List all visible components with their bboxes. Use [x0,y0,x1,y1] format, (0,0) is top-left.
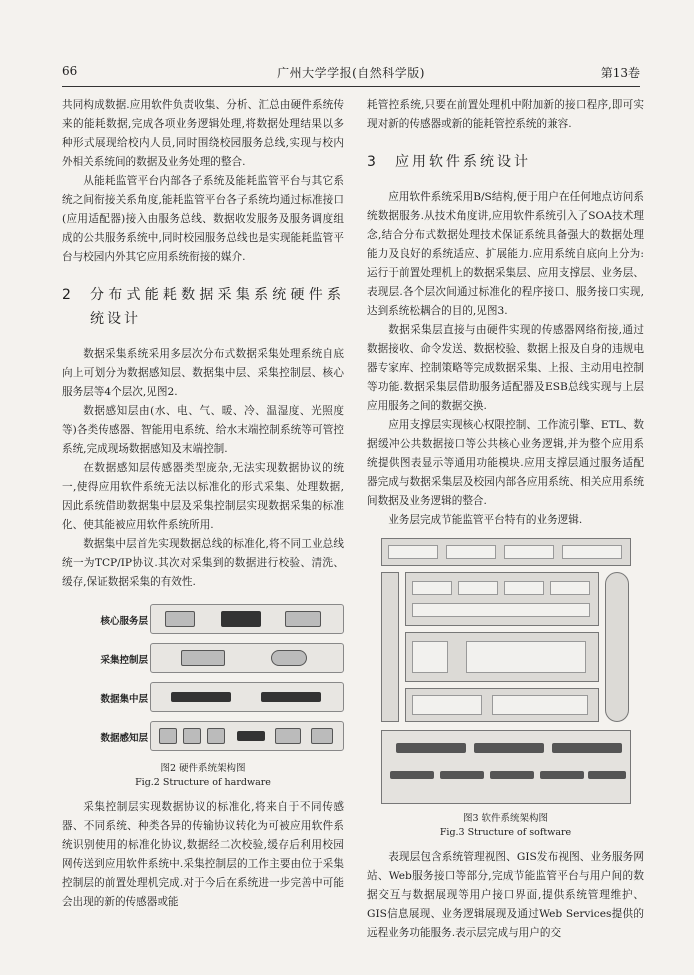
paragraph: 从能耗监管平台内部各子系统及能耗监管平台与其它系统之间衔接关系角度,能耗监管平台各子系统均通过标准接口(应用适配器)接入由服务总线、数据收发服务及服务调度组成的公共服务系统中,同时校园服务总线也是实现能耗监管平台与校园内外其它应用系统衔接的媒介. [62,175,344,263]
figure-2-caption-cn: 图2 硬件系统架构图 [160,763,246,774]
collection-block [412,695,482,715]
switch-icon [261,692,321,702]
view-block [388,545,438,559]
running-header [62,64,640,84]
meter-icon [159,728,177,744]
figure-2-caption-en: Fig.2 Structure of hardware [135,777,271,788]
module-block [504,581,544,595]
paragraph: 数据感知层由(水、电、气、暖、冷、温湿度、光照度等)各类传感器、智能用电系统、给水末端控制系统等可管控系统,完成现场数据感知及末端控制. [62,405,344,455]
section-title: 分布式能耗数据采集系统硬件系统设计 [90,287,344,327]
module-block [550,581,590,595]
layer-label-control: 采集控制层 [100,655,148,666]
layer-label-sensing: 数据感知层 [100,733,148,744]
volume-label: 第13卷 [600,66,640,80]
business-layer-box [405,572,599,626]
right-column [367,96,644,943]
device-icon [490,771,534,779]
paragraph: 共同构成数据.应用软件负责收集、分析、汇总由硬件系统传来的能耗数据,完成各项业务逻辑处理,将数据处理结果以多种形式展现给校内人员,同时围绕校园服务总线,实现与校内外相关系统间的数据及业务处理的整合. [62,99,344,168]
figure-3-caption-en: Fig.3 Structure of software [439,827,572,838]
paragraph: 应用软件系统采用B/S结构,便于用户在任何地点访问系统数据服务.从技术角度讲,应用软件系统引入了SOA技术理念,结合分布式数据处理技术保证系统具备强大的数据处理能力及良好的系统适应、扩展能力.应用系统自底向上分为:运行于前置处理机上的数据采集层、应用支撑层、业务层、表现层.各个层次间通过标准化的程序接口、服务接口实现,达到系统松耦合的目的,见图3. [367,191,644,317]
paragraph: 采集控制层实现数据协议的标准化,将来自于不同传感器、不同系统、种类各异的传输协议转化为可被应用软件系统识别使用的标准化协议,数据经二次校验,缓存后利用校园网传送到应用软件系统中.采集控制层的工作主要由位于采集控制层的前置处理机完成.对于今后在系统进一步完善中可能会出现的新的传感器或能 [62,801,344,908]
layer-core-service [150,604,344,634]
security-side-bar [381,572,399,722]
figure-3-caption-cn: 图3 软件系统架构图 [462,813,549,824]
paragraph: 耗管控系统,只要在前置处理机中附加新的接口程序,即可实现对新的传感器或新的能耗管控系统的兼容. [367,99,644,130]
device-icon [390,771,434,779]
view-block [504,545,554,559]
layer-label-concentration: 数据集中层 [100,694,148,705]
server-icon [165,611,195,627]
data-collection-box [405,688,599,722]
section-2-heading [62,283,344,331]
sensor-network-box [381,730,631,804]
database-block [412,641,448,673]
application-support-box [405,632,599,682]
switch-icon [396,743,466,753]
figure-2-hardware-diagram [62,602,344,758]
section-title: 应用软件系统设计 [395,154,531,170]
section-number: 2 [62,287,74,303]
collection-block [492,695,588,715]
controller-icon [275,728,301,744]
module-block [412,581,452,595]
switch-icon [171,692,231,702]
paragraph: 数据采集层直接与由硬件实现的传感器网络衔接,通过数据接收、命令发送、数据校验、数据上报及自身的违规电器专家库、控制策略等完成数据采集、上报、主动用电控制等功能.数据采集层借助服务适配器及ESB总线实现与上层应用服务之间的数据交换. [367,324,644,412]
section-number: 3 [367,154,379,170]
esb-bus-bar [605,572,629,722]
device-icon [540,771,584,779]
layer-data-sensing [150,721,344,751]
device-icon [440,771,484,779]
paragraph: 数据采集系统采用多层次分布式数据采集处理系统自底向上可划分为数据感知层、数据集中层、采集控制层、核心服务层等4个层次,见图2. [62,348,344,398]
view-block [562,545,622,559]
network-cloud-icon [271,650,307,666]
front-processor-icon [181,650,225,666]
presentation-layer-box [381,538,631,566]
module-block [412,603,590,617]
sensor-icon [207,728,225,744]
paragraph: 表现层包含系统管理视图、GIS发布视图、业务服务网站、Web服务接口等部分,完成节能监管平台与用户间的数据交互与数据展现等用户接口界面,提供系统管理维护、GIS信息展现、业务逻辑展现及通过Web Services提供的远程业务功能服务.表示层完成与用户的交 [367,851,644,939]
module-block [458,581,498,595]
valve-icon [311,728,333,744]
left-column [62,96,344,912]
support-module-block [466,641,586,673]
figure-3-software-diagram [381,538,631,808]
switch-icon [474,743,544,753]
layer-label-core: 核心服务层 [100,616,148,627]
storage-icon [285,611,321,627]
paragraph: 应用支撑层实现核心权限控制、工作流引擎、ETL、数据缓冲公共数据接口等公共核心业务逻辑,并为整个应用系统提供图表显示等通用功能模块.应用支撑层通过服务适配器完成与数据采集层及校园内部各应用系统、相关应用系统间数据及业务逻辑的整合. [367,419,644,507]
device-icon [588,771,626,779]
layer-collection-control [150,643,344,673]
page-number: 66 [62,64,78,78]
device-icon [237,731,265,741]
view-block [446,545,496,559]
header-rule [62,86,640,87]
paragraph: 业务层完成节能监管平台特有的业务逻辑. [388,514,583,526]
journal-title: 广州大学学报(自然科学版) [277,66,425,80]
meter-icon [183,728,201,744]
layer-data-concentration [150,682,344,712]
server-rack-icon [221,611,261,627]
switch-icon [552,743,622,753]
paragraph: 数据集中层首先实现数据总线的标准化,将不同工业总线统一为TCP/IP协议.其次对采集到的数据进行校验、清洗、缓存,保证数据采集的有效性. [62,538,344,588]
section-3-heading [367,150,644,174]
paragraph: 在数据感知层传感器类型庞杂,无法实现数据协议的统一,使得应用软件系统无法以标准化的形式采集、处理数据,因此系统借助数据集中层及采集控制层实现数据采集的标准化、使其能被应用软件系统所用. [62,462,344,531]
